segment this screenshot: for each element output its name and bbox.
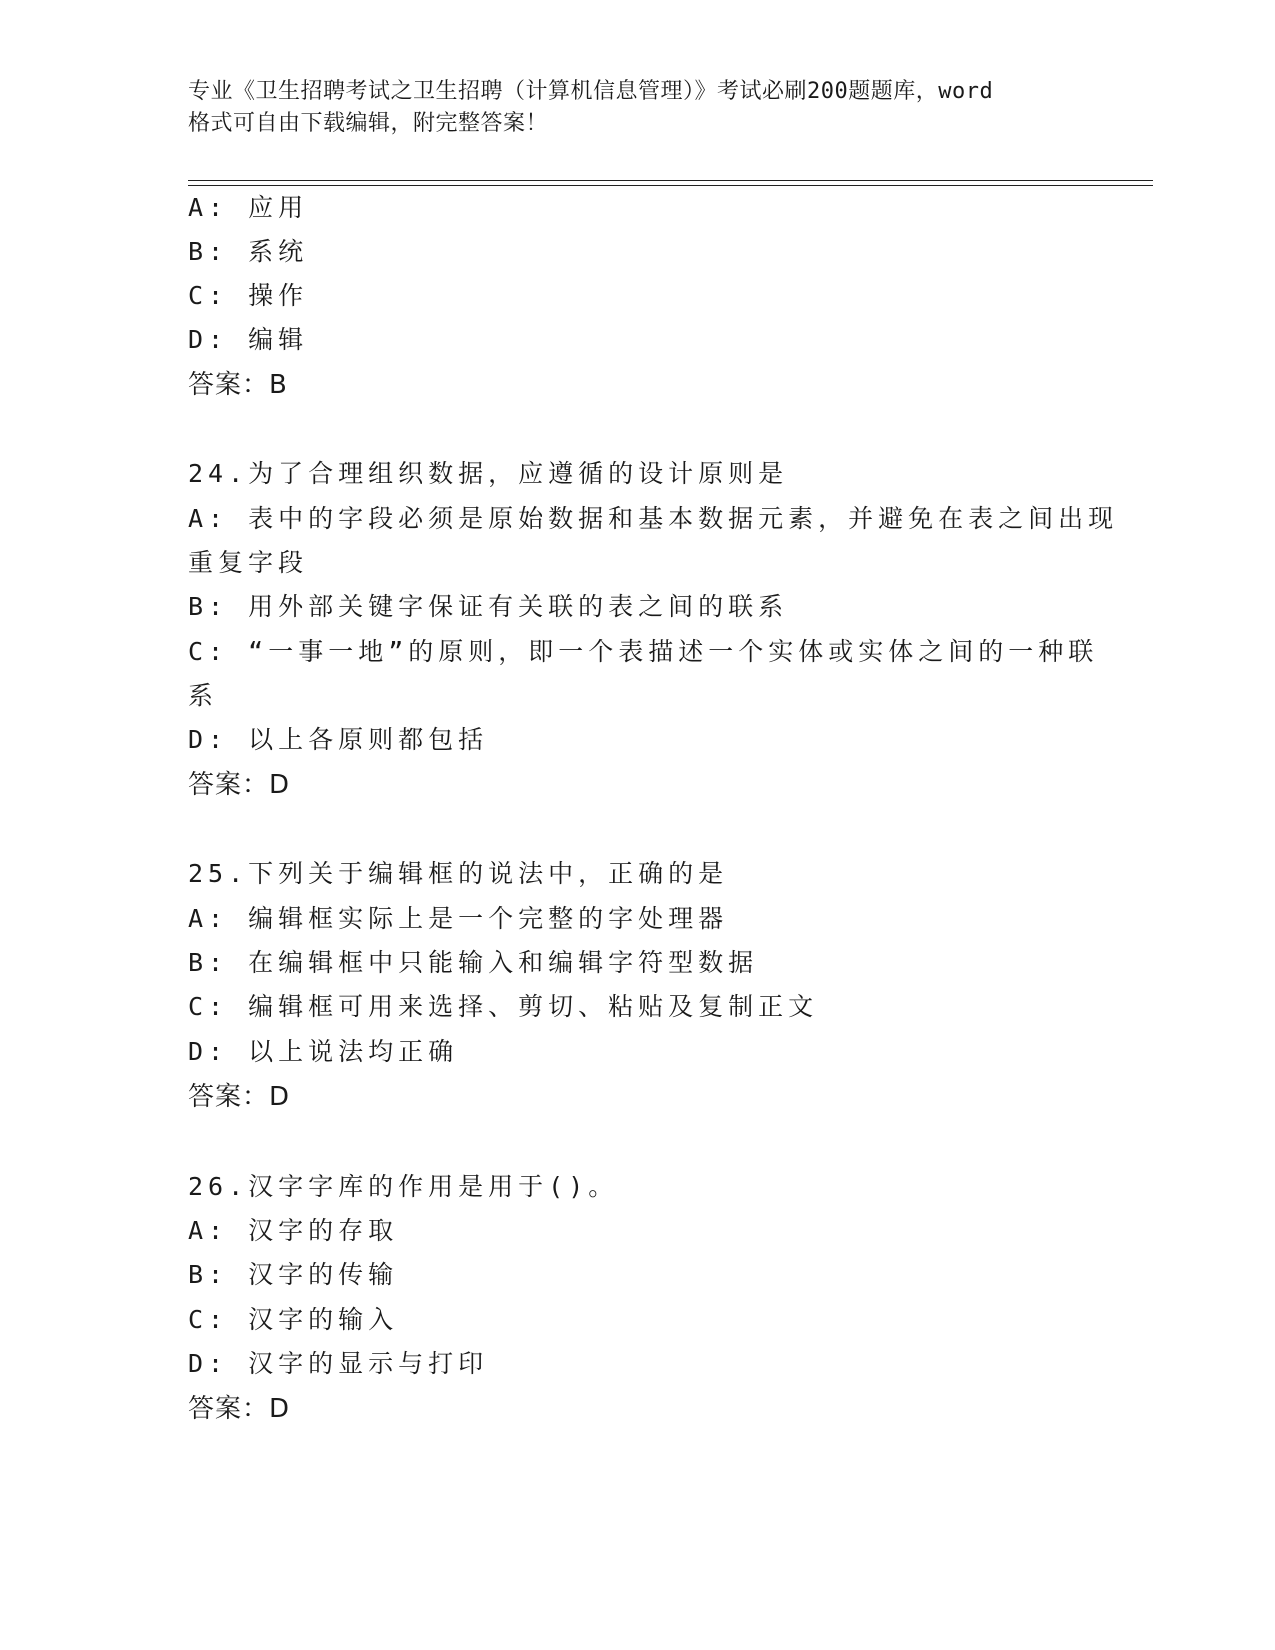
- q23-option-a: A: 应用: [188, 193, 309, 222]
- q25-option-d: D: 以上说法均正确: [188, 1037, 459, 1066]
- q23-option-b: B: 系统: [188, 237, 309, 266]
- q26-option-c: C: 汉字的输入: [188, 1305, 399, 1334]
- q24-option-a-line-2: 重复字段: [188, 548, 309, 577]
- q26-answer: 答案：D: [188, 1394, 291, 1424]
- q24-option-c-line-1: C: “一事一地”的原则，即一个表描述一个实体或实体之间的一种联: [188, 637, 1099, 666]
- header-line-2: 格式可自由下载编辑，附完整答案！: [188, 111, 549, 136]
- q24-option-d: D: 以上各原则都包括: [188, 725, 489, 754]
- q24-option-c-line-2: 系: [188, 681, 219, 710]
- q24-answer: 答案：D: [188, 770, 291, 800]
- q25-option-b: B: 在编辑框中只能输入和编辑字符型数据: [188, 948, 759, 977]
- header-divider-top: [188, 180, 1153, 181]
- q23-answer: 答案：B: [188, 370, 288, 400]
- q24-option-b: B: 用外部关键字保证有关联的表之间的联系: [188, 592, 789, 621]
- q24-option-a-line-1: A: 表中的字段必须是原始数据和基本数据元素，并避免在表之间出现: [188, 504, 1119, 533]
- q23-option-c: C: 操作: [188, 281, 309, 310]
- header-divider-bottom: [188, 185, 1153, 186]
- q26-title: 26.汉字字库的作用是用于()。: [188, 1172, 619, 1201]
- q25-answer: 答案：D: [188, 1082, 291, 1112]
- document-header: [188, 76, 1088, 140]
- q26-option-b: B: 汉字的传输: [188, 1260, 399, 1289]
- q23-option-d: D: 编辑: [188, 325, 309, 354]
- q25-title: 25.下列关于编辑框的说法中，正确的是: [188, 859, 729, 888]
- q26-option-a: A: 汉字的存取: [188, 1216, 399, 1245]
- q24-title: 24.为了合理组织数据，应遵循的设计原则是: [188, 459, 789, 488]
- q26-option-d: D: 汉字的显示与打印: [188, 1349, 489, 1378]
- header-line-1: 专业《卫生招聘考试之卫生招聘（计算机信息管理）》考试必刷200题题库，word: [188, 79, 994, 104]
- q25-option-a: A: 编辑框实际上是一个完整的字处理器: [188, 904, 729, 933]
- q25-option-c: C: 编辑框可用来选择、剪切、粘贴及复制正文: [188, 992, 819, 1021]
